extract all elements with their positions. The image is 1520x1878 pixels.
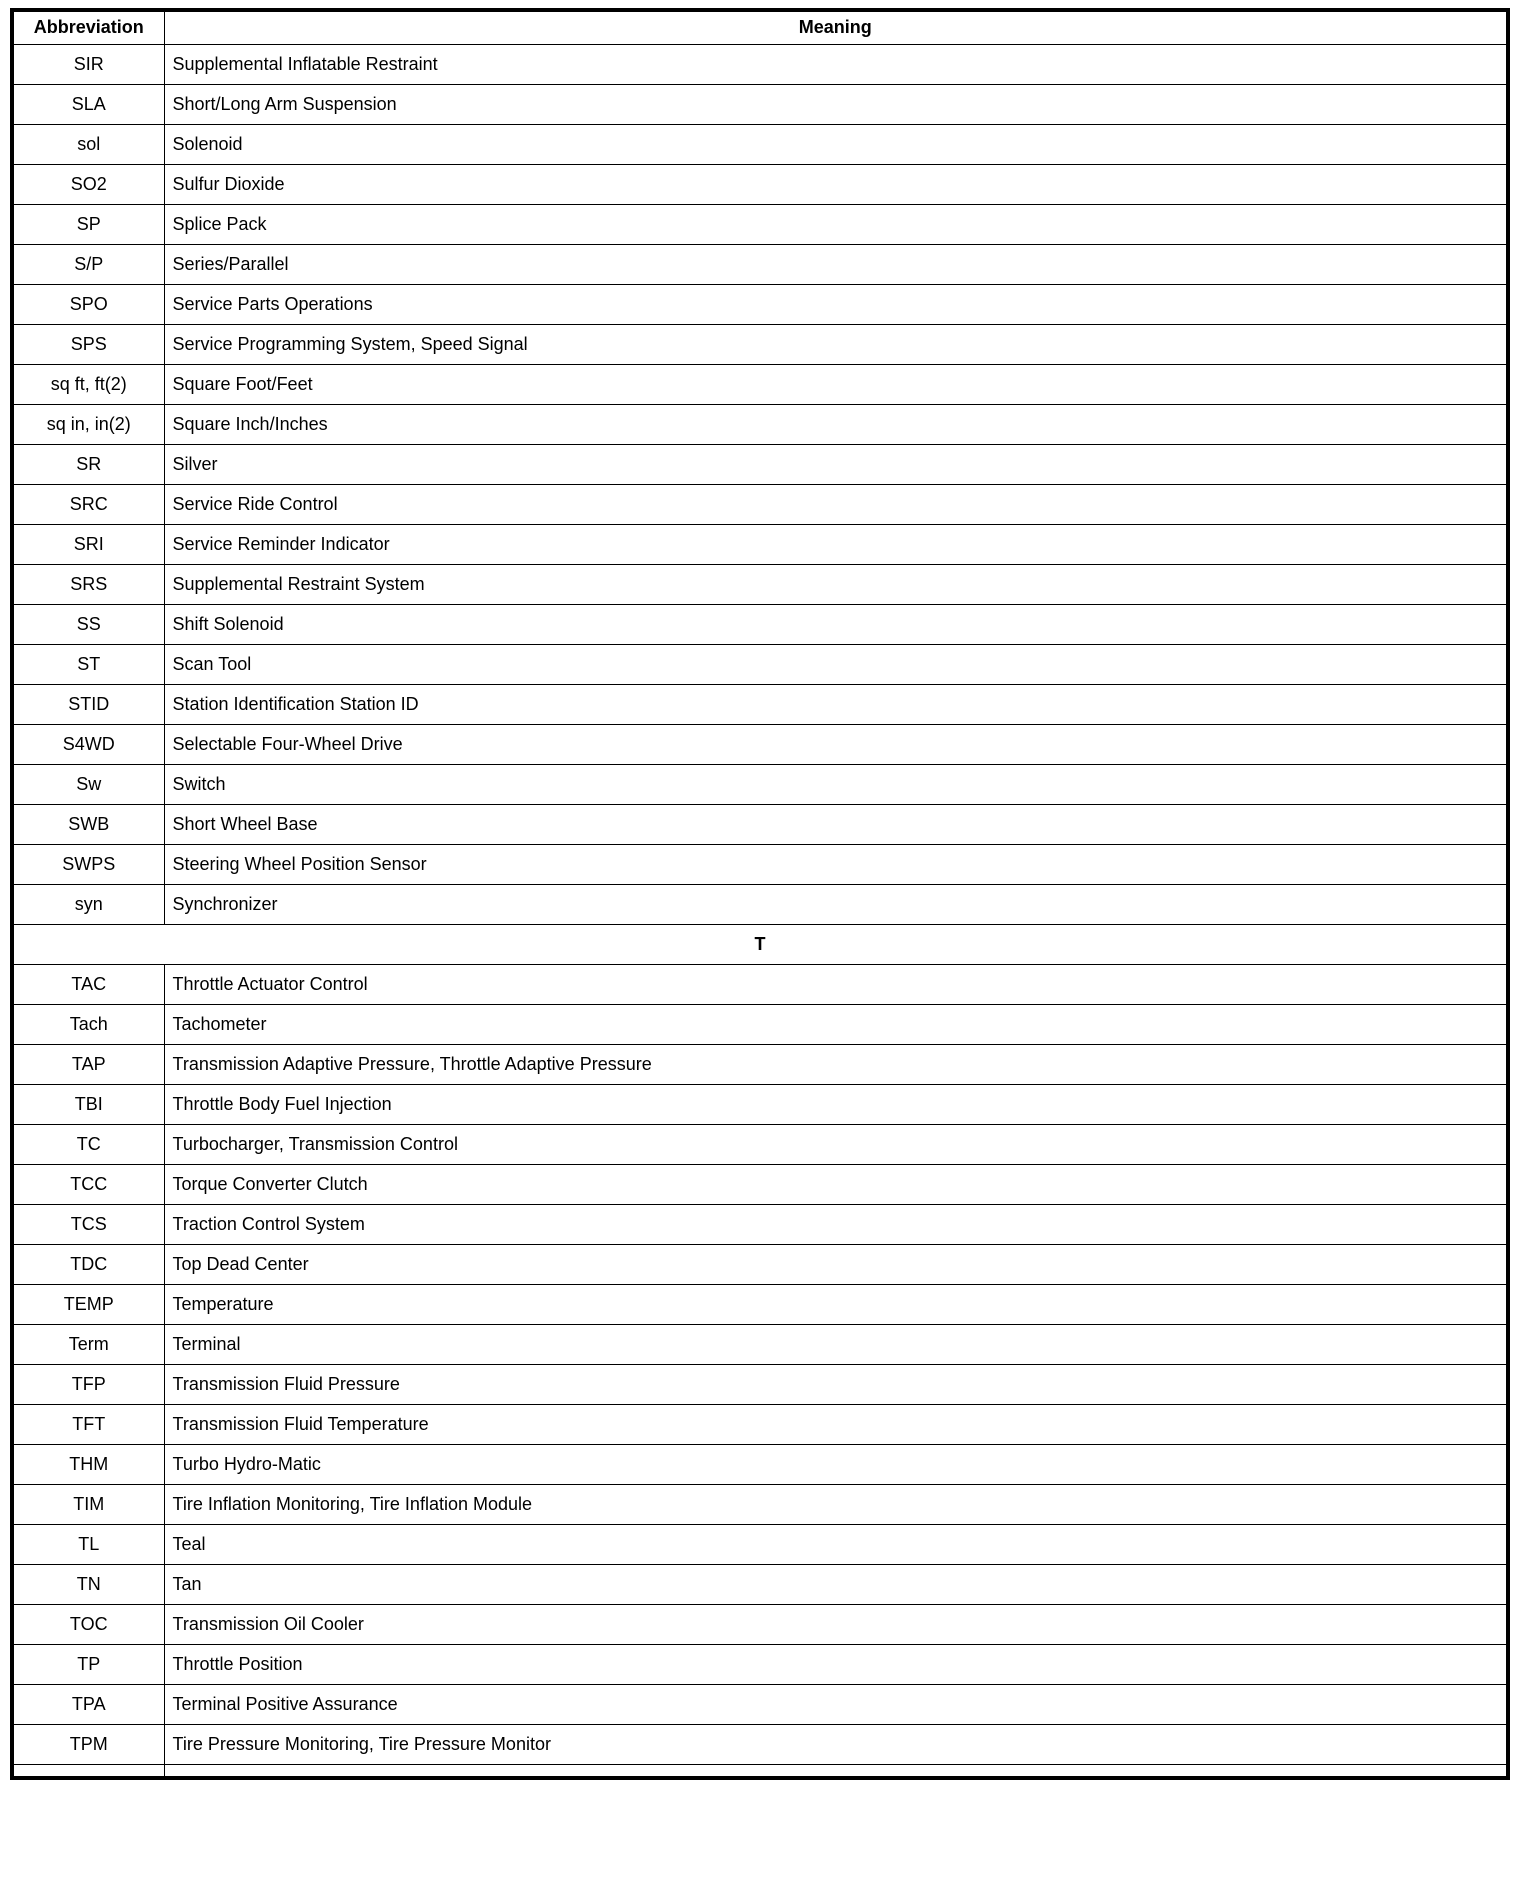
- table-row: [12, 324, 1508, 364]
- table-row: [12, 364, 1508, 404]
- abbreviation-cell: TC: [12, 1124, 164, 1164]
- meaning-cell: Transmission Adaptive Pressure, Throttle Adaptive Pressure: [164, 1044, 1508, 1084]
- meaning-cell: Synchronizer: [164, 884, 1508, 924]
- table-row: [12, 1204, 1508, 1244]
- table-row: [12, 1284, 1508, 1324]
- meaning-cell: Shift Solenoid: [164, 604, 1508, 644]
- meaning-cell: Scan Tool: [164, 644, 1508, 684]
- column-header-abbreviation: Abbreviation: [12, 10, 164, 44]
- table-row: [12, 1564, 1508, 1604]
- abbreviation-cell: SRC: [12, 484, 164, 524]
- abbreviation-cell: TEMP: [12, 1284, 164, 1324]
- abbreviation-cell: TAP: [12, 1044, 164, 1084]
- meaning-cell: Steering Wheel Position Sensor: [164, 844, 1508, 884]
- table-row: [12, 1164, 1508, 1204]
- table-row: [12, 884, 1508, 924]
- meaning-cell: Transmission Fluid Pressure: [164, 1364, 1508, 1404]
- abbreviation-cell: SLA: [12, 84, 164, 124]
- table-row: [12, 204, 1508, 244]
- meaning-cell: Teal: [164, 1524, 1508, 1564]
- meaning-cell: Station Identification Station ID: [164, 684, 1508, 724]
- empty-meaning-cell: [164, 1764, 1508, 1778]
- meaning-cell: Tire Inflation Monitoring, Tire Inflation Module: [164, 1484, 1508, 1524]
- meaning-cell: Service Reminder Indicator: [164, 524, 1508, 564]
- table-row: [12, 44, 1508, 84]
- table-row: [12, 1044, 1508, 1084]
- meaning-cell: Splice Pack: [164, 204, 1508, 244]
- table-row: [12, 404, 1508, 444]
- table-row: [12, 1324, 1508, 1364]
- meaning-cell: Silver: [164, 444, 1508, 484]
- table-row: [12, 1124, 1508, 1164]
- table-row: [12, 1524, 1508, 1564]
- abbreviation-cell: Sw: [12, 764, 164, 804]
- abbreviation-cell: sq ft, ft(2): [12, 364, 164, 404]
- meaning-cell: Top Dead Center: [164, 1244, 1508, 1284]
- table-row: [12, 484, 1508, 524]
- abbreviation-table: [10, 8, 1510, 1780]
- abbreviation-cell: SS: [12, 604, 164, 644]
- table-header-row: [12, 10, 1508, 44]
- meaning-cell: Service Parts Operations: [164, 284, 1508, 324]
- abbreviation-cell: SPS: [12, 324, 164, 364]
- abbreviation-cell: SR: [12, 444, 164, 484]
- abbreviation-cell: SIR: [12, 44, 164, 84]
- meaning-cell: Terminal Positive Assurance: [164, 1684, 1508, 1724]
- table-row: [12, 604, 1508, 644]
- abbreviation-cell: sol: [12, 124, 164, 164]
- table-row: [12, 1684, 1508, 1724]
- abbreviation-cell: SRI: [12, 524, 164, 564]
- abbreviation-cell: TCS: [12, 1204, 164, 1244]
- table-row: [12, 444, 1508, 484]
- table-row: [12, 1724, 1508, 1764]
- abbreviation-cell: TN: [12, 1564, 164, 1604]
- abbreviation-cell: TFP: [12, 1364, 164, 1404]
- abbreviation-cell: Term: [12, 1324, 164, 1364]
- empty-abbreviation-cell: [12, 1764, 164, 1778]
- table-body: [12, 44, 1508, 1778]
- abbreviation-cell: TPA: [12, 1684, 164, 1724]
- abbreviation-cell: ST: [12, 644, 164, 684]
- table-row: [12, 284, 1508, 324]
- meaning-cell: Supplemental Restraint System: [164, 564, 1508, 604]
- abbreviation-cell: TBI: [12, 1084, 164, 1124]
- meaning-cell: Transmission Fluid Temperature: [164, 1404, 1508, 1444]
- table-row: [12, 764, 1508, 804]
- abbreviation-cell: TL: [12, 1524, 164, 1564]
- abbreviation-cell: TP: [12, 1644, 164, 1684]
- table-row: [12, 844, 1508, 884]
- meaning-cell: Square Inch/Inches: [164, 404, 1508, 444]
- meaning-cell: Short/Long Arm Suspension: [164, 84, 1508, 124]
- table-row: [12, 1604, 1508, 1644]
- table-row: [12, 1004, 1508, 1044]
- meaning-cell: Throttle Position: [164, 1644, 1508, 1684]
- meaning-cell: Turbo Hydro-Matic: [164, 1444, 1508, 1484]
- abbreviation-cell: SP: [12, 204, 164, 244]
- abbreviation-cell: TFT: [12, 1404, 164, 1444]
- abbreviation-cell: TCC: [12, 1164, 164, 1204]
- table-row: [12, 164, 1508, 204]
- empty-partial-row: [12, 1764, 1508, 1778]
- abbreviation-cell: SWB: [12, 804, 164, 844]
- meaning-cell: Terminal: [164, 1324, 1508, 1364]
- meaning-cell: Torque Converter Clutch: [164, 1164, 1508, 1204]
- section-letter: T: [12, 924, 1508, 964]
- meaning-cell: Series/Parallel: [164, 244, 1508, 284]
- meaning-cell: Sulfur Dioxide: [164, 164, 1508, 204]
- table-row: [12, 1364, 1508, 1404]
- abbreviation-cell: TDC: [12, 1244, 164, 1284]
- table-row: [12, 1404, 1508, 1444]
- abbreviation-cell: syn: [12, 884, 164, 924]
- table-row: [12, 564, 1508, 604]
- table-row: [12, 1244, 1508, 1284]
- meaning-cell: Transmission Oil Cooler: [164, 1604, 1508, 1644]
- meaning-cell: Throttle Actuator Control: [164, 964, 1508, 1004]
- meaning-cell: Square Foot/Feet: [164, 364, 1508, 404]
- table-row: [12, 644, 1508, 684]
- table-row: [12, 124, 1508, 164]
- table-row: [12, 524, 1508, 564]
- abbreviation-cell: TAC: [12, 964, 164, 1004]
- abbreviation-cell: Tach: [12, 1004, 164, 1044]
- table-row: [12, 1084, 1508, 1124]
- abbreviation-cell: TOC: [12, 1604, 164, 1644]
- meaning-cell: Solenoid: [164, 124, 1508, 164]
- table-row: [12, 964, 1508, 1004]
- table-row: [12, 84, 1508, 124]
- column-header-meaning: Meaning: [164, 10, 1508, 44]
- abbreviation-cell: S4WD: [12, 724, 164, 764]
- meaning-cell: Turbocharger, Transmission Control: [164, 1124, 1508, 1164]
- table-row: [12, 724, 1508, 764]
- abbreviation-cell: TIM: [12, 1484, 164, 1524]
- table-row: [12, 804, 1508, 844]
- table-row: [12, 244, 1508, 284]
- meaning-cell: Traction Control System: [164, 1204, 1508, 1244]
- meaning-cell: Temperature: [164, 1284, 1508, 1324]
- abbreviation-cell: TPM: [12, 1724, 164, 1764]
- table-row: [12, 684, 1508, 724]
- meaning-cell: Tan: [164, 1564, 1508, 1604]
- abbreviation-cell: THM: [12, 1444, 164, 1484]
- meaning-cell: Tire Pressure Monitoring, Tire Pressure Monitor: [164, 1724, 1508, 1764]
- meaning-cell: Selectable Four-Wheel Drive: [164, 724, 1508, 764]
- abbreviation-cell: sq in, in(2): [12, 404, 164, 444]
- abbreviation-cell: SPO: [12, 284, 164, 324]
- abbreviation-cell: STID: [12, 684, 164, 724]
- meaning-cell: Service Ride Control: [164, 484, 1508, 524]
- meaning-cell: Supplemental Inflatable Restraint: [164, 44, 1508, 84]
- abbreviation-cell: SWPS: [12, 844, 164, 884]
- meaning-cell: Tachometer: [164, 1004, 1508, 1044]
- abbreviation-cell: S/P: [12, 244, 164, 284]
- table-row: [12, 1484, 1508, 1524]
- meaning-cell: Short Wheel Base: [164, 804, 1508, 844]
- abbreviation-cell: SO2: [12, 164, 164, 204]
- meaning-cell: Throttle Body Fuel Injection: [164, 1084, 1508, 1124]
- table-row: [12, 1444, 1508, 1484]
- section-divider-row: [12, 924, 1508, 964]
- meaning-cell: Service Programming System, Speed Signal: [164, 324, 1508, 364]
- table-row: [12, 1644, 1508, 1684]
- meaning-cell: Switch: [164, 764, 1508, 804]
- abbreviation-cell: SRS: [12, 564, 164, 604]
